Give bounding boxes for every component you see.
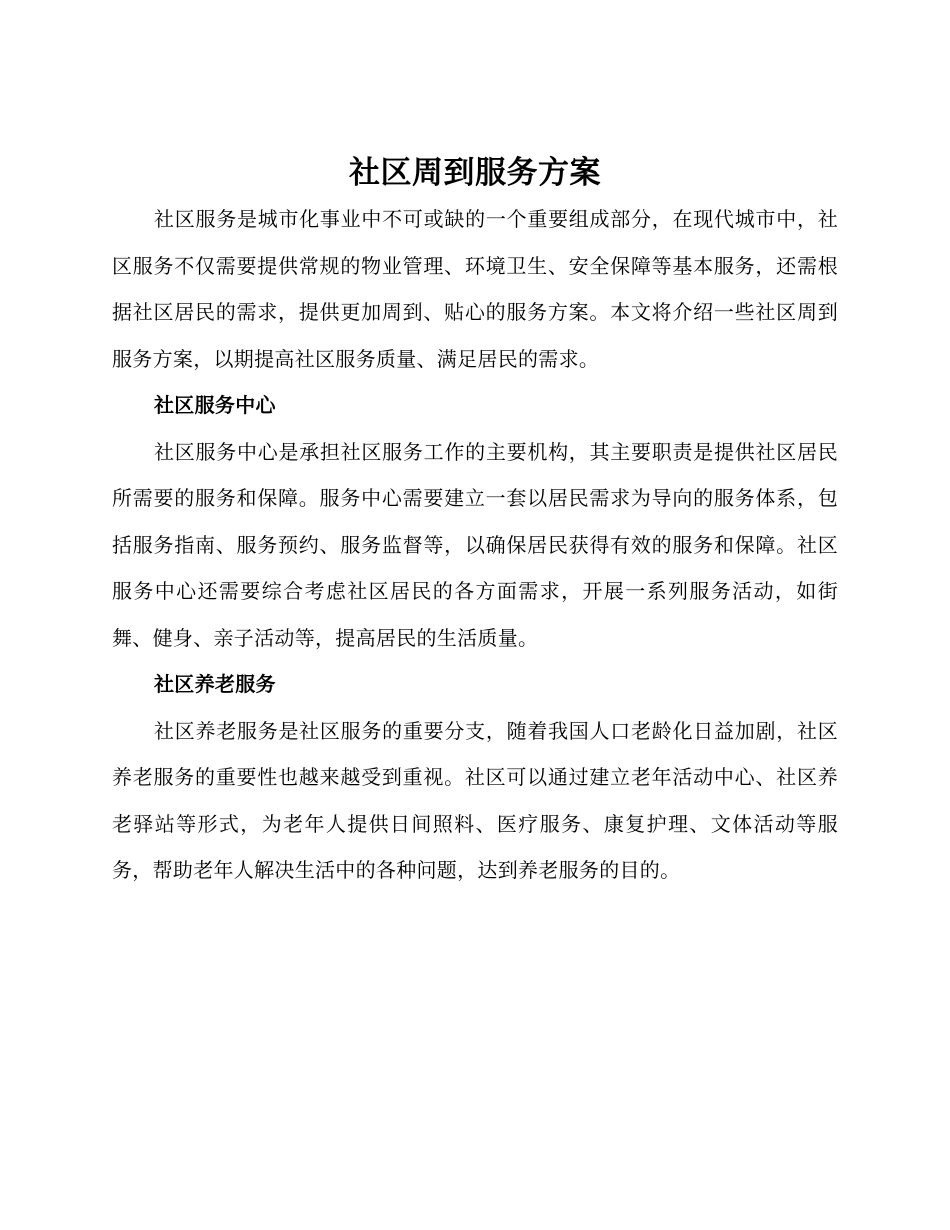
section-heading: 社区服务中心 [154, 393, 276, 417]
document-title: 社区周到服务方案 [349, 155, 601, 191]
section-community-service-center [112, 382, 838, 661]
section-heading: 社区养老服务 [154, 672, 276, 696]
section-paragraph: 社区服务中心是承担社区服务工作的主要机构，其主要职责是提供社区居民所需要的服务和保障。服务中心需要建立一套以居民需求为导向的服务体系，包括服务指南、服务预约、服务监督等，以确保居民获得有效的服务和保障。社区服务中心还需要综合考虑社区居民的各方面需求，开展一系列服务活动，如街舞、健身、亲子活动等，提高居民的生活质量。 [112, 439, 838, 650]
section-paragraph: 社区养老服务是社区服务的重要分支，随着我国人口老龄化日益加剧，社区养老服务的重要性也越来越受到重视。社区可以通过建立老年活动中心、社区养老驿站等形式，为老年人提供日间照料、医疗服务、康复护理、文体活动等服务，帮助老年人解决生活中的各种问题，达到养老服务的目的。 [112, 718, 838, 882]
intro-paragraph: 社区服务是城市化事业中不可或缺的一个重要组成部分，在现代城市中，社区服务不仅需要提供常规的物业管理、环境卫生、安全保障等基本服务，还需根据社区居民的需求，提供更加周到、贴心的服务方案。本文将介绍一些社区周到服务方案，以期提高社区服务质量、满足居民的需求。 [112, 207, 838, 371]
section-community-elderly-care [112, 661, 838, 894]
